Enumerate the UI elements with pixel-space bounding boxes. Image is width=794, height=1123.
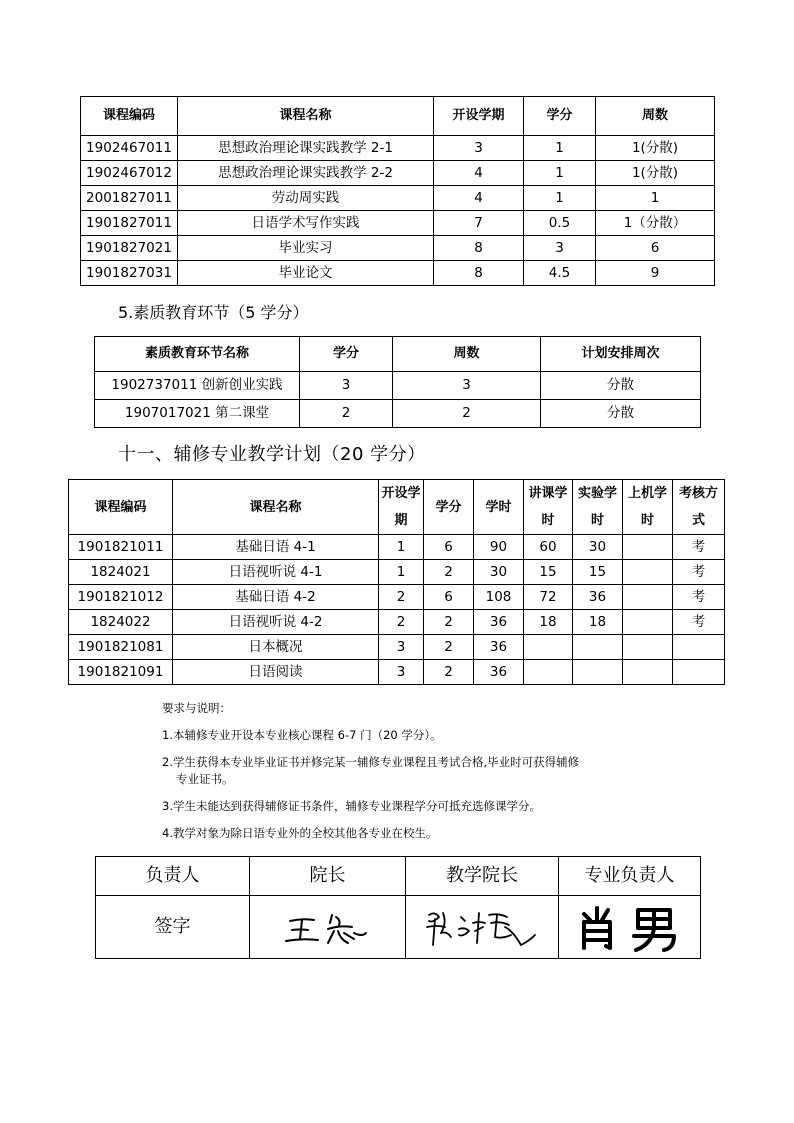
notes-title: 要求与说明： (162, 701, 231, 715)
table-row (81, 211, 715, 236)
header-computer-hours: 上机学时 (623, 480, 673, 535)
cell: 2 (393, 400, 541, 428)
cell: 4.5 (524, 261, 596, 286)
cell: 18 (573, 610, 623, 635)
cell (524, 660, 573, 685)
table-row (69, 585, 725, 610)
table-row (69, 560, 725, 585)
cell: 分散 (541, 400, 701, 428)
note-item-2-continued: 专业证书。 (176, 772, 234, 786)
cell: 1 (596, 186, 715, 211)
header-lab-hours: 实验学时 (573, 480, 623, 535)
header-course-name: 课程名称 (178, 97, 434, 136)
cell: 2 (379, 585, 424, 610)
cell: 1 (524, 161, 596, 186)
cell: 日本概况 (173, 635, 379, 660)
cell: 2 (379, 610, 424, 635)
cell (623, 560, 673, 585)
cell: 1 (379, 535, 424, 560)
table-row (95, 372, 701, 400)
cell: 1（分散） (596, 211, 715, 236)
cell: 30 (573, 535, 623, 560)
cell: 8 (434, 261, 524, 286)
cell: 考 (673, 560, 725, 585)
cell: 36 (474, 635, 524, 660)
signature-header-row (96, 857, 701, 896)
cell: 15 (573, 560, 623, 585)
cell: 15 (524, 560, 573, 585)
cell: 2 (424, 635, 474, 660)
cell: 3 (300, 372, 393, 400)
header-dean: 院长 (250, 857, 406, 896)
cell: 基础日语 4-2 (173, 585, 379, 610)
cell: 1901821011 (69, 535, 173, 560)
header-lecture-hours: 讲课学时 (524, 480, 573, 535)
cell: 60 (524, 535, 573, 560)
cell: 4 (434, 161, 524, 186)
table-row (81, 261, 715, 286)
section-11-heading: 十一、辅修专业教学计划（20 学分） (118, 444, 426, 465)
table-row (81, 186, 715, 211)
header-hours: 学时 (474, 480, 524, 535)
cell (673, 660, 725, 685)
cell: 思想政治理论课实践教学 2-2 (178, 161, 434, 186)
handwritten-signature-teaching-dean (417, 901, 547, 953)
cell: 2 (300, 400, 393, 428)
header-credits: 学分 (524, 97, 596, 136)
header-weeks: 周数 (596, 97, 715, 136)
cell (573, 635, 623, 660)
signature-table (95, 856, 701, 959)
cell: 1824021 (69, 560, 173, 585)
header-course-name: 课程名称 (173, 480, 379, 535)
cell: 72 (524, 585, 573, 610)
header-credits: 学分 (424, 480, 474, 535)
cell: 36 (474, 660, 524, 685)
handwritten-signature-program-head (568, 900, 692, 954)
signature-row (96, 896, 701, 959)
cell: 1(分散) (596, 161, 715, 186)
cell: 36 (474, 610, 524, 635)
cell: 1824022 (69, 610, 173, 635)
cell: 1 (524, 186, 596, 211)
cell: 1902467012 (81, 161, 178, 186)
cell: 考 (673, 535, 725, 560)
cell: 1901827021 (81, 236, 178, 261)
cell: 3 (434, 136, 524, 161)
section-5-heading: 5.素质教育环节（5 学分） (118, 303, 309, 322)
table-row (81, 236, 715, 261)
cell: 90 (474, 535, 524, 560)
header-activity-name: 素质教育环节名称 (95, 337, 300, 372)
table-row (81, 136, 715, 161)
cell: 思想政治理论课实践教学 2-1 (178, 136, 434, 161)
cell: 分散 (541, 372, 701, 400)
cell: 考 (673, 585, 725, 610)
cell: 1 (524, 136, 596, 161)
table-row (95, 400, 701, 428)
cell: 2001827011 (81, 186, 178, 211)
cell: 日语阅读 (173, 660, 379, 685)
note-item-1: 1.本辅修专业开设本专业核心课程 6-7 门（20 学分）。 (162, 728, 442, 742)
cell: 毕业实习 (178, 236, 434, 261)
header-credits: 学分 (300, 337, 393, 372)
cell: 考 (673, 610, 725, 635)
cell: 1902737011 创新创业实践 (95, 372, 300, 400)
cell: 1901827031 (81, 261, 178, 286)
cell: 7 (434, 211, 524, 236)
dean-signature (250, 896, 406, 959)
cell: 3 (379, 660, 424, 685)
header-schedule: 计划安排周次 (541, 337, 701, 372)
note-item-3: 3.学生未能达到获得辅修证书条件，辅修专业课程学分可抵充选修课学分。 (162, 799, 541, 813)
cell: 1(分散) (596, 136, 715, 161)
cell (673, 635, 725, 660)
table-row (69, 610, 725, 635)
handwritten-signature-dean (268, 903, 388, 951)
cell: 6 (424, 585, 474, 610)
header-weeks: 周数 (393, 337, 541, 372)
cell: 3 (524, 236, 596, 261)
cell: 18 (524, 610, 573, 635)
cell: 2 (424, 610, 474, 635)
practice-course-table (80, 96, 715, 286)
cell: 2 (424, 660, 474, 685)
quality-education-table (94, 336, 701, 428)
cell (623, 585, 673, 610)
header-course-code: 课程编码 (81, 97, 178, 136)
cell: 6 (424, 535, 474, 560)
cell: 2 (424, 560, 474, 585)
cell: 基础日语 4-1 (173, 535, 379, 560)
cell: 日语学术写作实践 (178, 211, 434, 236)
cell: 1907017021 第二课堂 (95, 400, 300, 428)
cell: 1901821091 (69, 660, 173, 685)
requirements-notes (162, 702, 702, 854)
program-head-signature (559, 896, 701, 959)
cell: 3 (393, 372, 541, 400)
table-row (81, 161, 715, 186)
table-row (69, 660, 725, 685)
cell (623, 610, 673, 635)
table-header-row (81, 97, 715, 136)
header-teaching-dean: 教学院长 (406, 857, 559, 896)
cell: 0.5 (524, 211, 596, 236)
cell: 108 (474, 585, 524, 610)
cell: 1902467011 (81, 136, 178, 161)
cell (524, 635, 573, 660)
cell (623, 535, 673, 560)
header-course-code: 课程编码 (69, 480, 173, 535)
cell: 36 (573, 585, 623, 610)
minor-program-table (68, 479, 725, 685)
header-semester: 开设学期 (434, 97, 524, 136)
cell: 8 (434, 236, 524, 261)
note-item-2: 2.学生获得本专业毕业证书并修完某一辅修专业课程且考试合格,毕业时可获得辅修 (162, 755, 580, 769)
table-header-row (69, 480, 725, 535)
cell: 劳动周实践 (178, 186, 434, 211)
cell: 日语视听说 4-2 (173, 610, 379, 635)
cell (573, 660, 623, 685)
cell: 日语视听说 4-1 (173, 560, 379, 585)
cell: 1901827011 (81, 211, 178, 236)
cell (623, 660, 673, 685)
cell: 4 (434, 186, 524, 211)
cell: 毕业论文 (178, 261, 434, 286)
cell: 3 (379, 635, 424, 660)
table-row (69, 535, 725, 560)
header-assessment: 考核方式 (673, 480, 725, 535)
cell (623, 635, 673, 660)
cell: 6 (596, 236, 715, 261)
note-item-4: 4.教学对象为除日语专业外的全校其他各专业在校生。 (162, 826, 438, 840)
table-row (69, 635, 725, 660)
cell: 1901821081 (69, 635, 173, 660)
header-program-head: 专业负责人 (559, 857, 701, 896)
cell: 1901821012 (69, 585, 173, 610)
cell: 30 (474, 560, 524, 585)
teaching-dean-signature (406, 896, 559, 959)
header-semester: 开设学期 (379, 480, 424, 535)
header-responsible-person: 负责人 (96, 857, 250, 896)
table-header-row (95, 337, 701, 372)
cell: 9 (596, 261, 715, 286)
cell: 1 (379, 560, 424, 585)
signature-label: 签字 (96, 896, 250, 959)
